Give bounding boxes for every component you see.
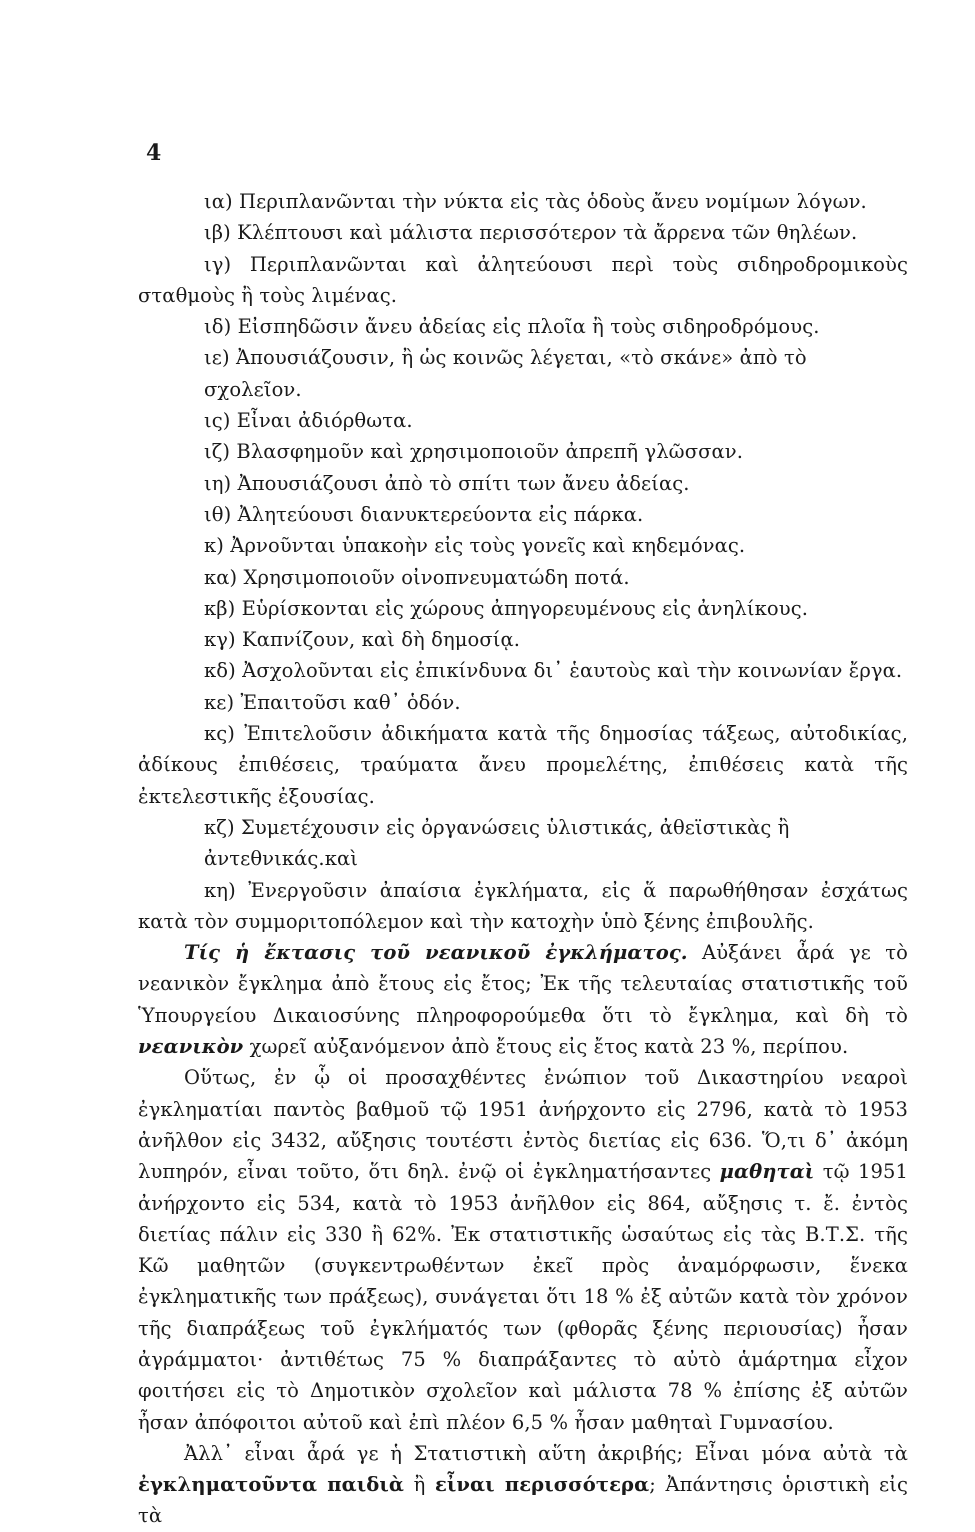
list-item: ιζ) Βλασφημοῦν καὶ χρησιμοποιοῦν ἀπρεπῆ γλῶσσαν. — [204, 440, 744, 464]
list-item: ιη) Ἀπουσιάζουσι ἀπὸ τὸ σπίτι των ἄνευ ἀδείας. — [204, 471, 690, 495]
list-item: ιε) Ἀπουσιάζουσιν, ἢ ὡς κοινῶς λέγεται, «τὸ σκάνε» ἀπὸ τὸ σχολεῖον. — [204, 346, 807, 401]
page-number: 4 — [146, 140, 162, 166]
emphasis-word: μαθηταὶ — [719, 1160, 815, 1184]
list-item: ις) Εἶναι ἀδιόρθωτα. — [204, 409, 413, 433]
list-item: κ) Ἀρνοῦνται ὑπακοὴν εἰς τοὺς γονεῖς καὶ κηδεμόνας. — [204, 534, 746, 558]
paragraph-text: Οὕτως, ἐν ᾧ οἱ προσαχθέντες ἐνώπιον τοῦ Δικαστηρίου νεαροὶ ἐγκληματίαι παντὸς βαθμοῦ τῷ 1951 ἀνήρχοντο εἰς 2796, κατὰ τὸ 1953 ἀνῆλθον εἰς 3432, αὔξησις τουτέστι ἐντὸς διετίας εἰς 636. Ὅ,τι δ᾽ ἀκόμη λυπηρόν, εἶναι τοῦτο, ὅτι δηλ. ἐνῷ οἱ ἐγκληματήσαντες — [138, 1066, 908, 1184]
paragraph-statistics — [138, 1062, 908, 1438]
list-item: ιβ) Κλέπτουσι καὶ μάλιστα περισσότερον τὰ ἄρρενα τῶν θηλέων. — [204, 221, 858, 245]
paragraph-text: ; Ἀπάντησις ὁριστικὴ εἰς τὰ — [138, 1473, 908, 1528]
list-item: κζ) Συμετέχουσιν εἰς ὀργανώσεις ὑλιστικάς, ἀθεϊστικὰς ἢ ἀντεθνικάς.καὶ — [204, 815, 790, 871]
list-item: ιγ) Περιπλανῶνται καὶ ἀλητεύουσι περὶ τοὺς σιδηροδρομικοὺς σταθμοὺς ἢ τοὺς λιμένας. — [138, 252, 908, 307]
section-heading: Τίς ἡ ἔκτασις τοῦ νεανικοῦ ἐγκλήματος. — [184, 941, 688, 965]
paragraph-question — [138, 1438, 908, 1532]
list-item: ιδ) Εἰσπηδῶσιν ἄνευ ἀδείας εἰς πλοῖα ἢ τοὺς σιδηροδρόμους. — [204, 315, 820, 339]
paragraph-text: ἢ — [404, 1473, 435, 1497]
paragraph-text: Ἀλλ᾽ εἶναι ἆρά γε ἡ Στατιστικὴ αὕτη ἀκριβής; Εἶναι μόνα αὐτὰ τὰ — [184, 1441, 908, 1465]
list-item: ιθ) Ἀλητεύουσι διανυκτερεύοντα εἰς πάρκα. — [204, 502, 644, 526]
emphasis-word: νεανικὸν — [138, 1035, 244, 1059]
paragraph-text: Αὐξάνει ἆρά γε τὸ νεανικὸν ἔγκλημα ἀπὸ ἔτους εἰς ἔτος; Ἐκ τῆς τελευταίας στατιστικῆς τοῦ Ὑπουργείου Δικαιοσύνης πληροφορούμεθα ὅτι τὸ ἔγκλημα, καὶ δὴ τὸ — [138, 941, 908, 1027]
paragraph-extent — [138, 937, 908, 1062]
paragraph-text: χωρεῖ αὐξανόμενον ἀπὸ ἔτους εἰς ἔτος κατὰ 23 %, περίπου. — [243, 1035, 849, 1059]
list-item: κα) Χρησιμοποιοῦν οἰνοπνευματώδη ποτά. — [204, 565, 630, 589]
text-body — [138, 186, 908, 1532]
list-item: κη) Ἐνεργοῦσιν ἀπαίσια ἐγκλήματα, εἰς ἅ παρωθήθησαν ἐσχάτως κατὰ τὸν συμμοριτοπόλεμον καὶ τὴν κατοχὴν ὑπὸ ξένης ἐπιβουλῆς. — [138, 878, 908, 933]
list-item: κε) Ἐπαιτοῦσι καθ᾽ ὁδόν. — [204, 690, 461, 714]
paragraph-text: τῷ 1951 ἀνήρχοντο εἰς 534, κατὰ τὸ 1953 ἀνῆλθον εἰς 864, αὔξησις τ. ἔ. ἐντὸς διετίας πάλιν εἰς 330 ἢ 62%. Ἐκ στατιστικῆς ὡσαύτως εἰς τὰς Β.Τ.Σ. τῆς Κῶ μαθητῶν (συγκεντρωθέντων ἐκεῖ πρὸς ἀναμόρφωσιν, ἕνεκα ἐγκληματικῆς των πράξεως), συνάγεται ὅτι 18 % ἐξ αὐτῶν κατὰ τὸν χρόνον τῆς διαπράξεως τοῦ ἐγκλήματός των (φθορᾶς ξένης περιουσίας) ἦσαν ἀγράμματοι· ἀντιθέτως 75 % διαπράξαντες τὸ αὐτὸ ἁμάρτημα εἶχον φοιτήσει εἰς τὸ Δημοτικὸν σχολεῖον καὶ μάλιστα 78 % ἐπίσης ἐξ αὐτῶν ἦσαν ἀπόφοιτοι αὐτοῦ καὶ ἐπὶ πλέον 6,5 % ἦσαν μαθηταὶ Γυμνασίου. — [138, 1160, 908, 1434]
list-item: ια) Περιπλανῶνται τὴν νύκτα εἰς τὰς ὁδοὺς ἄνευ νομίμων λόγων. — [204, 190, 867, 213]
emphasis-word: εἶναι περισσότερα — [434, 1473, 650, 1497]
list-item: κδ) Ἀσχολοῦνται εἰς ἐπικίνδυνα δι᾽ ἑαυτοὺς καὶ τὴν κοινωνίαν ἔργα. — [204, 659, 903, 683]
list-item: κβ) Εὑρίσκονται εἰς χώρους ἀπηγορευμένους εἰς ἀνηλίκους. — [204, 596, 809, 620]
list-item: κς) Ἐπιτελοῦσιν ἀδικήματα κατὰ τῆς δημοσίας τάξεως, αὐτοδικίας, ἀδίκους ἐπιθέσεις, τραύματα ἄνευ προμελέτης, ἐπιθέσεις κατὰ τῆς ἐκτελεστικῆς ἐξουσίας. — [138, 722, 908, 808]
emphasis-word: ἐγκληματοῦντα παιδιὰ — [138, 1473, 405, 1497]
list-item: κγ) Καπνίζουν, καὶ δὴ δημοσίᾳ. — [204, 628, 521, 652]
